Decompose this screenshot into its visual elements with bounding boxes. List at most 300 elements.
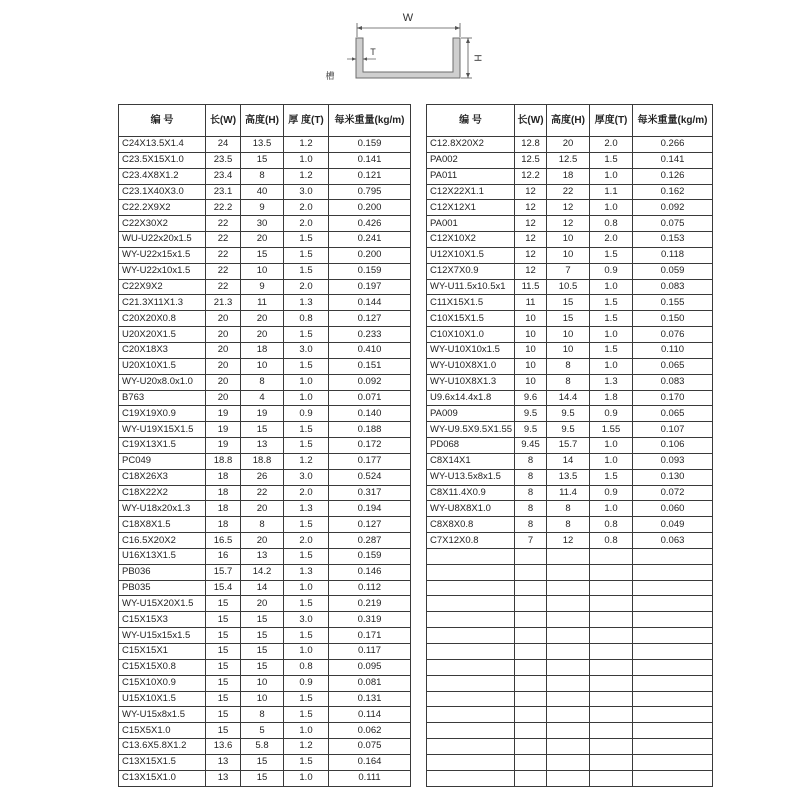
code-cell: U20X20X1.5 xyxy=(119,327,206,343)
code-cell: WY-U15x8x1.5 xyxy=(119,707,206,723)
code-cell: C22X30X2 xyxy=(119,216,206,232)
header-weight: 每米重量(kg/m) xyxy=(329,105,411,137)
header-width: 长(W) xyxy=(515,105,547,137)
thickness-cell: 1.2 xyxy=(284,739,329,755)
width-cell: 19 xyxy=(206,406,241,422)
arrowhead xyxy=(352,57,356,60)
empty-cell xyxy=(590,675,633,691)
left-spec-table xyxy=(118,104,411,787)
code-cell: C18X26X3 xyxy=(119,469,206,485)
weight-cell: 0.131 xyxy=(329,691,411,707)
empty-cell xyxy=(633,612,713,628)
weight-cell: 0.170 xyxy=(633,390,713,406)
height-cell: 20 xyxy=(241,327,284,343)
empty-cell xyxy=(515,644,547,660)
code-cell: B763 xyxy=(119,390,206,406)
empty-cell xyxy=(515,612,547,628)
table-row xyxy=(427,295,713,311)
width-cell: 13.6 xyxy=(206,739,241,755)
table-row xyxy=(119,533,411,549)
thickness-cell: 2.0 xyxy=(284,200,329,216)
code-cell: C23.4X8X1.2 xyxy=(119,168,206,184)
code-cell: C13X15X1.5 xyxy=(119,754,206,770)
weight-cell: 0.144 xyxy=(329,295,411,311)
empty-cell xyxy=(547,628,590,644)
empty-cell xyxy=(590,739,633,755)
header-thickness: 厚 度(T) xyxy=(284,105,329,137)
header-thickness: 厚度(T) xyxy=(590,105,633,137)
thickness-cell: 1.5 xyxy=(590,311,633,327)
weight-cell: 0.075 xyxy=(329,739,411,755)
profile-name-label: 槽 xyxy=(325,71,335,81)
height-cell: 15 xyxy=(547,311,590,327)
table-row xyxy=(427,358,713,374)
empty-cell xyxy=(515,723,547,739)
table-row xyxy=(119,247,411,263)
width-cell: 15 xyxy=(206,723,241,739)
weight-cell: 0.141 xyxy=(329,152,411,168)
width-cell: 20 xyxy=(206,311,241,327)
thickness-cell: 1.0 xyxy=(590,453,633,469)
width-cell: 12 xyxy=(515,263,547,279)
width-cell: 18.8 xyxy=(206,453,241,469)
empty-cell xyxy=(427,707,515,723)
thickness-cell: 2.0 xyxy=(284,216,329,232)
width-cell: 16 xyxy=(206,548,241,564)
weight-cell: 0.151 xyxy=(329,358,411,374)
weight-cell: 0.114 xyxy=(329,707,411,723)
empty-cell xyxy=(633,596,713,612)
code-cell: WY-U10X8X1.3 xyxy=(427,374,515,390)
height-cell: 10 xyxy=(547,247,590,263)
width-cell: 20 xyxy=(206,390,241,406)
code-cell: C21.3X11X1.3 xyxy=(119,295,206,311)
code-cell: PA001 xyxy=(427,216,515,232)
thickness-cell: 1.0 xyxy=(590,168,633,184)
weight-cell: 0.075 xyxy=(633,216,713,232)
code-cell: WY-U10X8X1.0 xyxy=(427,358,515,374)
thickness-cell: 1.2 xyxy=(284,168,329,184)
code-cell: PA002 xyxy=(427,152,515,168)
height-cell: 10 xyxy=(547,232,590,248)
header-code: 编 号 xyxy=(427,105,515,137)
thickness-cell: 3.0 xyxy=(284,184,329,200)
table-row xyxy=(427,327,713,343)
header-height: 高度(H) xyxy=(547,105,590,137)
code-cell: C16.5X20X2 xyxy=(119,533,206,549)
width-cell: 10 xyxy=(515,311,547,327)
thickness-cell: 0.9 xyxy=(590,406,633,422)
width-cell: 15 xyxy=(206,691,241,707)
empty-row xyxy=(427,659,713,675)
height-cell: 8 xyxy=(547,374,590,390)
empty-cell xyxy=(633,754,713,770)
empty-row xyxy=(427,707,713,723)
weight-cell: 0.159 xyxy=(329,263,411,279)
thickness-cell: 1.3 xyxy=(284,501,329,517)
empty-cell xyxy=(515,754,547,770)
height-cell: 20 xyxy=(547,137,590,153)
empty-row xyxy=(427,739,713,755)
height-cell: 20 xyxy=(241,232,284,248)
table-row xyxy=(119,564,411,580)
width-cell: 10 xyxy=(515,374,547,390)
empty-cell xyxy=(547,754,590,770)
height-cell: 15 xyxy=(241,770,284,786)
empty-row xyxy=(427,691,713,707)
weight-cell: 0.110 xyxy=(633,342,713,358)
height-cell: 9.5 xyxy=(547,422,590,438)
table-row xyxy=(119,168,411,184)
height-cell: 22 xyxy=(547,184,590,200)
height-cell: 26 xyxy=(241,469,284,485)
code-cell: C23.1X40X3.0 xyxy=(119,184,206,200)
weight-cell: 0.146 xyxy=(329,564,411,580)
width-cell: 9.5 xyxy=(515,406,547,422)
width-cell: 23.4 xyxy=(206,168,241,184)
height-cell: 8 xyxy=(547,358,590,374)
width-cell: 21.3 xyxy=(206,295,241,311)
height-cell: 12 xyxy=(547,200,590,216)
thickness-cell: 1.0 xyxy=(590,279,633,295)
height-cell: 20 xyxy=(241,533,284,549)
table-row xyxy=(119,644,411,660)
thickness-cell: 1.5 xyxy=(590,295,633,311)
width-cell: 15.7 xyxy=(206,564,241,580)
code-cell: C8X8X0.8 xyxy=(427,517,515,533)
empty-cell xyxy=(590,596,633,612)
weight-cell: 0.092 xyxy=(633,200,713,216)
table-row xyxy=(119,770,411,786)
thickness-cell: 2.0 xyxy=(284,485,329,501)
thickness-cell: 1.5 xyxy=(284,707,329,723)
weight-cell: 0.076 xyxy=(633,327,713,343)
height-label: H xyxy=(471,54,483,62)
code-cell: WY-U15x15x1.5 xyxy=(119,628,206,644)
empty-row xyxy=(427,723,713,739)
table-row xyxy=(119,723,411,739)
empty-cell xyxy=(633,580,713,596)
height-cell: 19 xyxy=(241,406,284,422)
thickness-cell: 3.0 xyxy=(284,612,329,628)
thickness-cell: 1.5 xyxy=(284,628,329,644)
width-cell: 20 xyxy=(206,342,241,358)
empty-cell xyxy=(590,628,633,644)
table-row xyxy=(427,247,713,263)
empty-cell xyxy=(590,723,633,739)
width-cell: 13 xyxy=(206,754,241,770)
width-cell: 12 xyxy=(515,216,547,232)
empty-cell xyxy=(515,739,547,755)
thickness-cell: 1.5 xyxy=(590,342,633,358)
height-cell: 18 xyxy=(241,342,284,358)
width-cell: 22 xyxy=(206,263,241,279)
weight-cell: 0.111 xyxy=(329,770,411,786)
weight-cell: 0.159 xyxy=(329,137,411,153)
thickness-cell: 1.55 xyxy=(590,422,633,438)
empty-cell xyxy=(590,691,633,707)
code-cell: WY-U11.5x10.5x1 xyxy=(427,279,515,295)
thickness-cell: 1.0 xyxy=(284,723,329,739)
thickness-cell: 0.9 xyxy=(284,675,329,691)
empty-cell xyxy=(515,628,547,644)
empty-cell xyxy=(547,659,590,675)
table-row xyxy=(427,232,713,248)
thickness-cell: 2.0 xyxy=(284,533,329,549)
table-row xyxy=(119,374,411,390)
thickness-cell: 0.9 xyxy=(590,485,633,501)
code-cell: WY-U9.5X9.5X1.55 xyxy=(427,422,515,438)
width-cell: 12 xyxy=(515,184,547,200)
width-cell: 8 xyxy=(515,501,547,517)
weight-cell: 0.095 xyxy=(329,659,411,675)
weight-cell: 0.117 xyxy=(329,644,411,660)
code-cell: C11X15X1.5 xyxy=(427,295,515,311)
thickness-cell: 3.0 xyxy=(284,469,329,485)
weight-cell: 0.126 xyxy=(633,168,713,184)
thickness-cell: 1.5 xyxy=(284,327,329,343)
table-row xyxy=(427,168,713,184)
arrowhead xyxy=(466,73,470,78)
table-row xyxy=(427,311,713,327)
table-row xyxy=(427,200,713,216)
weight-cell: 0.065 xyxy=(633,406,713,422)
thickness-cell: 1.5 xyxy=(590,469,633,485)
table-row xyxy=(119,659,411,675)
left-table-body xyxy=(119,137,411,787)
header-height: 高度(H) xyxy=(241,105,284,137)
table-row xyxy=(119,548,411,564)
thickness-cell: 1.3 xyxy=(284,295,329,311)
width-cell: 15 xyxy=(206,675,241,691)
weight-cell: 0.083 xyxy=(633,279,713,295)
width-cell: 19 xyxy=(206,438,241,454)
table-row xyxy=(427,517,713,533)
empty-row xyxy=(427,564,713,580)
weight-cell: 0.200 xyxy=(329,247,411,263)
width-cell: 16.5 xyxy=(206,533,241,549)
height-cell: 14.2 xyxy=(241,564,284,580)
empty-cell xyxy=(590,548,633,564)
height-cell: 5 xyxy=(241,723,284,739)
thickness-cell: 1.5 xyxy=(284,358,329,374)
empty-cell xyxy=(427,548,515,564)
width-cell: 12.8 xyxy=(515,137,547,153)
height-cell: 14.4 xyxy=(547,390,590,406)
thickness-cell: 1.2 xyxy=(284,453,329,469)
code-cell: WY-U13.5x8x1.5 xyxy=(427,469,515,485)
table-row xyxy=(427,279,713,295)
empty-cell xyxy=(515,675,547,691)
height-cell: 4 xyxy=(241,390,284,406)
weight-cell: 0.287 xyxy=(329,533,411,549)
empty-cell xyxy=(633,691,713,707)
width-cell: 12.5 xyxy=(515,152,547,168)
height-cell: 10 xyxy=(547,342,590,358)
width-cell: 22 xyxy=(206,247,241,263)
empty-row xyxy=(427,770,713,786)
code-cell: C23.5X15X1.0 xyxy=(119,152,206,168)
width-cell: 11.5 xyxy=(515,279,547,295)
weight-cell: 0.153 xyxy=(633,232,713,248)
weight-cell: 0.083 xyxy=(633,374,713,390)
weight-cell: 0.197 xyxy=(329,279,411,295)
empty-cell xyxy=(633,739,713,755)
empty-row xyxy=(427,628,713,644)
table-row xyxy=(119,707,411,723)
code-cell: WY-U10X10x1.5 xyxy=(427,342,515,358)
thickness-cell: 2.0 xyxy=(590,137,633,153)
height-cell: 5.8 xyxy=(241,739,284,755)
height-cell: 15 xyxy=(241,152,284,168)
empty-cell xyxy=(633,628,713,644)
code-cell: U9.6x14.4x1.8 xyxy=(427,390,515,406)
weight-cell: 0.159 xyxy=(329,548,411,564)
arrowhead xyxy=(455,26,460,30)
table-row xyxy=(427,184,713,200)
thickness-cell: 1.3 xyxy=(590,374,633,390)
width-cell: 18 xyxy=(206,485,241,501)
table-row xyxy=(119,216,411,232)
channel-profile-diagram xyxy=(320,5,490,90)
height-cell: 13.5 xyxy=(241,137,284,153)
empty-cell xyxy=(547,596,590,612)
height-cell: 20 xyxy=(241,596,284,612)
width-cell: 15 xyxy=(206,628,241,644)
table-row xyxy=(119,422,411,438)
table-row xyxy=(119,152,411,168)
width-cell: 7 xyxy=(515,533,547,549)
code-cell: C15X10X0.9 xyxy=(119,675,206,691)
thickness-cell: 0.9 xyxy=(284,406,329,422)
weight-cell: 0.177 xyxy=(329,453,411,469)
code-cell: WY-U22x10x1.5 xyxy=(119,263,206,279)
arrowhead xyxy=(357,26,362,30)
weight-cell: 0.092 xyxy=(329,374,411,390)
code-cell: U15X10X1.5 xyxy=(119,691,206,707)
width-cell: 10 xyxy=(515,327,547,343)
thickness-cell: 1.0 xyxy=(284,390,329,406)
table-row xyxy=(427,485,713,501)
height-cell: 15 xyxy=(241,628,284,644)
table-row xyxy=(119,263,411,279)
weight-cell: 0.072 xyxy=(633,485,713,501)
code-cell: WU-U22x20x1.5 xyxy=(119,232,206,248)
width-cell: 12 xyxy=(515,232,547,248)
weight-cell: 0.410 xyxy=(329,342,411,358)
table-row xyxy=(427,152,713,168)
empty-cell xyxy=(515,707,547,723)
table-row xyxy=(119,739,411,755)
thickness-cell: 1.5 xyxy=(284,422,329,438)
code-cell: PB035 xyxy=(119,580,206,596)
width-cell: 8 xyxy=(515,453,547,469)
width-cell: 15 xyxy=(206,612,241,628)
code-cell: PD068 xyxy=(427,438,515,454)
width-cell: 12 xyxy=(515,200,547,216)
width-cell: 11 xyxy=(515,295,547,311)
empty-cell xyxy=(633,659,713,675)
width-cell: 22 xyxy=(206,216,241,232)
width-cell: 18 xyxy=(206,469,241,485)
table-row xyxy=(427,263,713,279)
thickness-cell: 0.8 xyxy=(590,216,633,232)
table-row xyxy=(427,390,713,406)
height-cell: 10 xyxy=(241,691,284,707)
height-cell: 7 xyxy=(547,263,590,279)
code-cell: WY-U15X20X1.5 xyxy=(119,596,206,612)
thickness-cell: 1.0 xyxy=(284,580,329,596)
table-row xyxy=(119,517,411,533)
thickness-cell: 1.0 xyxy=(284,770,329,786)
weight-cell: 0.233 xyxy=(329,327,411,343)
weight-cell: 0.107 xyxy=(633,422,713,438)
code-cell: C18X8X1.5 xyxy=(119,517,206,533)
empty-cell xyxy=(590,659,633,675)
height-cell: 15 xyxy=(241,612,284,628)
code-cell: C8X11.4X0.9 xyxy=(427,485,515,501)
empty-cell xyxy=(515,659,547,675)
weight-cell: 0.319 xyxy=(329,612,411,628)
code-cell: PA009 xyxy=(427,406,515,422)
table-row xyxy=(427,216,713,232)
code-cell: C20X18X3 xyxy=(119,342,206,358)
width-cell: 13 xyxy=(206,770,241,786)
width-cell: 23.5 xyxy=(206,152,241,168)
height-cell: 8 xyxy=(241,168,284,184)
table-row xyxy=(119,327,411,343)
thickness-cell: 0.8 xyxy=(590,533,633,549)
empty-cell xyxy=(427,628,515,644)
height-cell: 8 xyxy=(547,517,590,533)
table-row xyxy=(119,184,411,200)
table-row xyxy=(119,469,411,485)
table-header-row xyxy=(119,105,411,137)
width-cell: 8 xyxy=(515,485,547,501)
width-cell: 9.5 xyxy=(515,422,547,438)
table-row xyxy=(119,612,411,628)
empty-cell xyxy=(547,580,590,596)
table-row xyxy=(119,691,411,707)
table-row xyxy=(119,295,411,311)
width-label: W xyxy=(402,12,414,24)
thickness-cell: 3.0 xyxy=(284,342,329,358)
weight-cell: 0.150 xyxy=(633,311,713,327)
empty-cell xyxy=(427,770,515,786)
height-cell: 18 xyxy=(547,168,590,184)
height-cell: 15 xyxy=(547,295,590,311)
empty-cell xyxy=(547,723,590,739)
empty-cell xyxy=(633,564,713,580)
width-cell: 19 xyxy=(206,422,241,438)
thickness-cell: 1.5 xyxy=(590,247,633,263)
empty-row xyxy=(427,644,713,660)
height-cell: 9.5 xyxy=(547,406,590,422)
table-row xyxy=(119,580,411,596)
empty-cell xyxy=(547,644,590,660)
thickness-cell: 1.5 xyxy=(284,263,329,279)
empty-cell xyxy=(590,580,633,596)
weight-cell: 0.063 xyxy=(633,533,713,549)
code-cell: WY-U19X15X1.5 xyxy=(119,422,206,438)
thickness-cell: 1.0 xyxy=(590,438,633,454)
empty-row xyxy=(427,612,713,628)
width-cell: 18 xyxy=(206,517,241,533)
thickness-cell: 1.0 xyxy=(590,200,633,216)
table-row xyxy=(119,137,411,153)
height-cell: 11 xyxy=(241,295,284,311)
width-cell: 8 xyxy=(515,517,547,533)
